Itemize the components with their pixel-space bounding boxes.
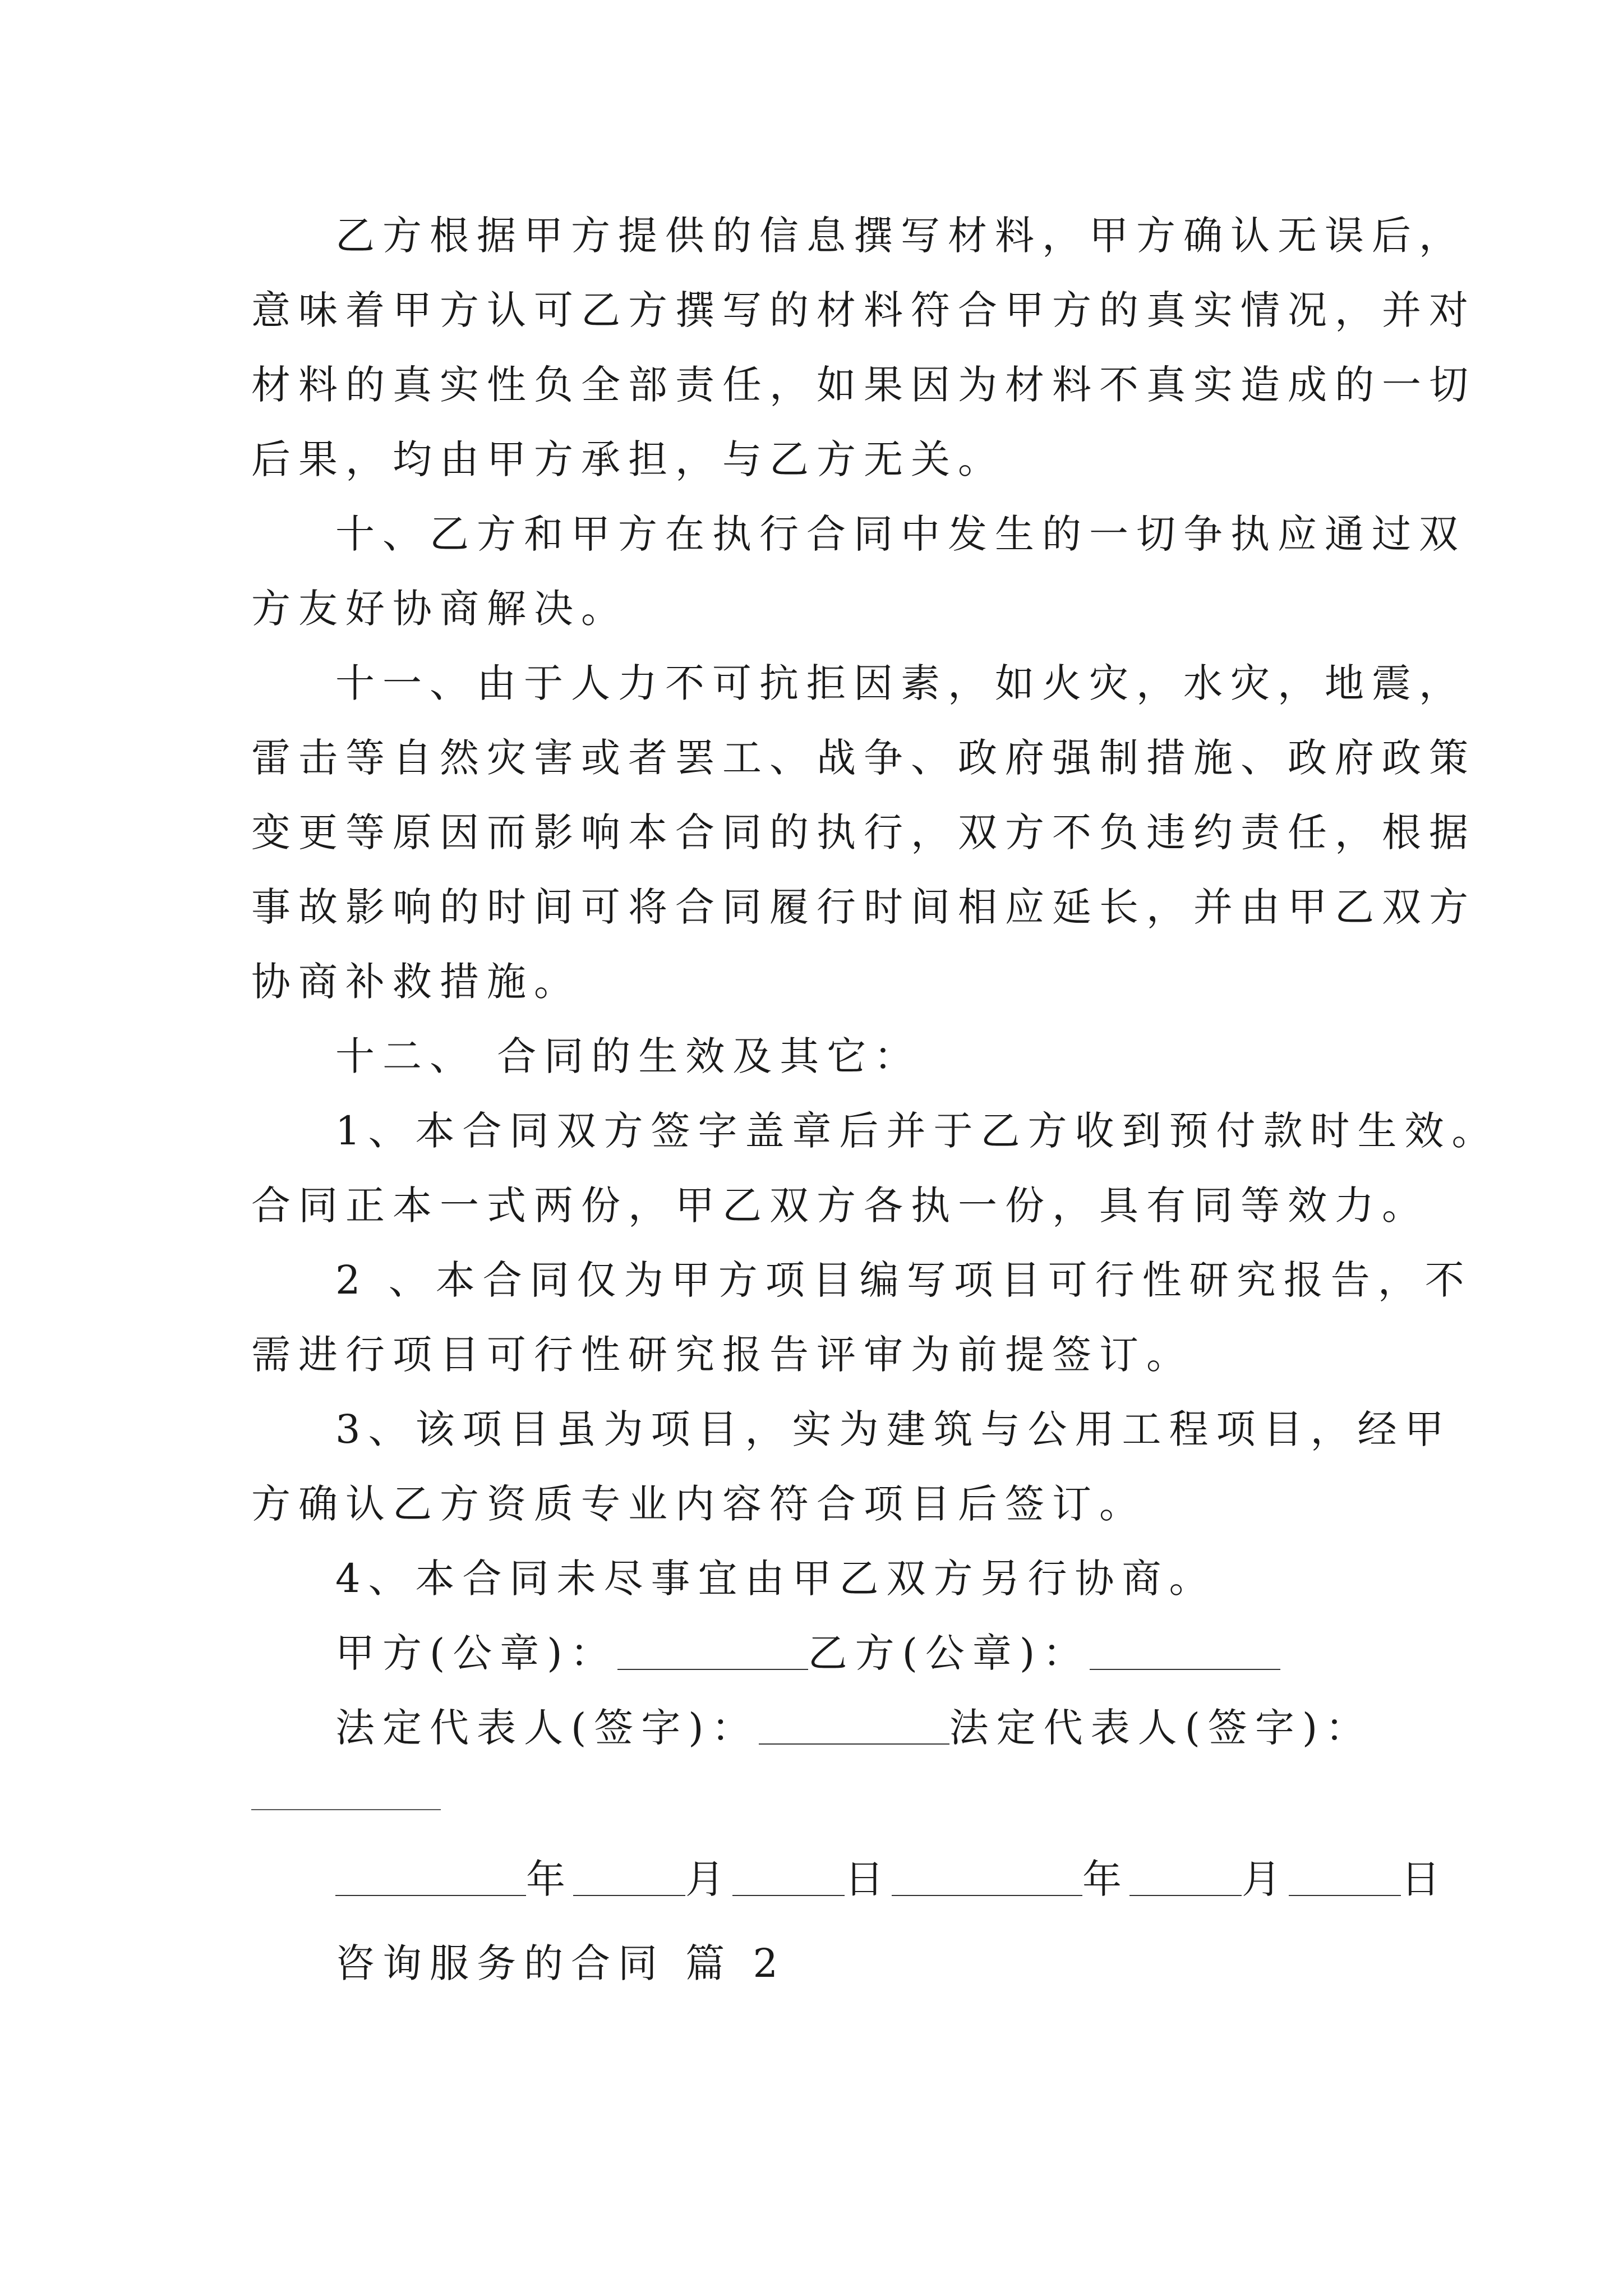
clause-11-line: 十一、由于人力不可抗拒因素，如火灾，水灾，地震，	[335, 660, 1466, 706]
paragraph-line: 材料的真实性负全部责任，如果因为材料不真实造成的一切	[251, 362, 1476, 408]
rep-a-label: 法定代表人(签字)：	[335, 1705, 759, 1751]
year-b-blank[interactable]	[892, 1856, 1082, 1896]
sub-clause-1-line: 1、本合同双方签字盖章后并于乙方收到预付款时生效。	[335, 1108, 1499, 1154]
month-b-blank[interactable]	[1129, 1856, 1242, 1896]
rep-a-signature-blank[interactable]	[759, 1704, 949, 1745]
sub-clause-3-line: 方确认乙方资质专业内容符合项目后签订。	[251, 1481, 1146, 1527]
seal-line	[335, 1625, 1280, 1681]
day-a-blank[interactable]	[732, 1856, 845, 1896]
clause-10-line: 方友好协商解决。	[251, 586, 628, 632]
party-b-seal-label: 乙方(公章)：	[808, 1630, 1090, 1676]
clause-10-line: 十、乙方和甲方在执行合同中发生的一切争执应通过双	[335, 511, 1466, 557]
year-a-blank[interactable]	[335, 1856, 526, 1896]
sub-clause-1-line: 合同正本一式两份，甲乙双方各执一份，具有同等效力。	[251, 1182, 1429, 1228]
clause-12-title: 十二、 合同的生效及其它：	[335, 1033, 921, 1079]
clause-11-line: 变更等原因而影响本合同的执行，双方不负违约责任，根据	[251, 809, 1476, 855]
clause-11-line: 雷击等自然灾害或者罢工、战争、政府强制措施、政府政策	[251, 735, 1476, 781]
clause-11-line: 协商补救措施。	[251, 959, 581, 1005]
year-label: 年	[1082, 1856, 1129, 1902]
day-label: 日	[1401, 1856, 1448, 1902]
rep-b-signature-blank[interactable]	[251, 1809, 441, 1810]
next-section-title: 咨询服务的合同 篇 2	[335, 1940, 786, 1986]
party-b-seal-blank[interactable]	[1090, 1630, 1280, 1670]
clause-11-line: 事故影响的时间可将合同履行时间相应延长，并由甲乙双方	[251, 884, 1476, 930]
sub-clause-4-line: 4、本合同未尽事宜由甲乙双方另行协商。	[335, 1556, 1216, 1602]
month-label: 月	[685, 1856, 732, 1902]
paragraph-line: 乙方根据甲方提供的信息撰写材料，甲方确认无误后，	[335, 213, 1466, 259]
date-line	[335, 1851, 1448, 1907]
party-a-seal-blank[interactable]	[617, 1630, 808, 1670]
sub-clause-2-line: 2 、本合同仅为甲方项目编写项目可行性研究报告，不	[335, 1257, 1472, 1303]
paragraph-line: 后果，均由甲方承担，与乙方无关。	[251, 436, 1005, 482]
paragraph-line: 意味着甲方认可乙方撰写的材料符合甲方的真实情况，并对	[251, 287, 1476, 333]
month-a-blank[interactable]	[573, 1856, 685, 1896]
party-a-seal-label: 甲方(公章)：	[335, 1630, 617, 1676]
representative-line	[335, 1700, 1372, 1756]
day-label: 日	[845, 1856, 892, 1902]
rep-b-label: 法定代表人(签字)：	[949, 1705, 1373, 1751]
month-label: 月	[1242, 1856, 1289, 1902]
sub-clause-3-line: 3、该项目虽为项目，实为建筑与公用工程项目，经甲	[335, 1406, 1452, 1452]
day-b-blank[interactable]	[1289, 1856, 1401, 1896]
year-label: 年	[526, 1856, 573, 1902]
sub-clause-2-line: 需进行项目可行性研究报告评审为前提签订。	[251, 1332, 1193, 1378]
